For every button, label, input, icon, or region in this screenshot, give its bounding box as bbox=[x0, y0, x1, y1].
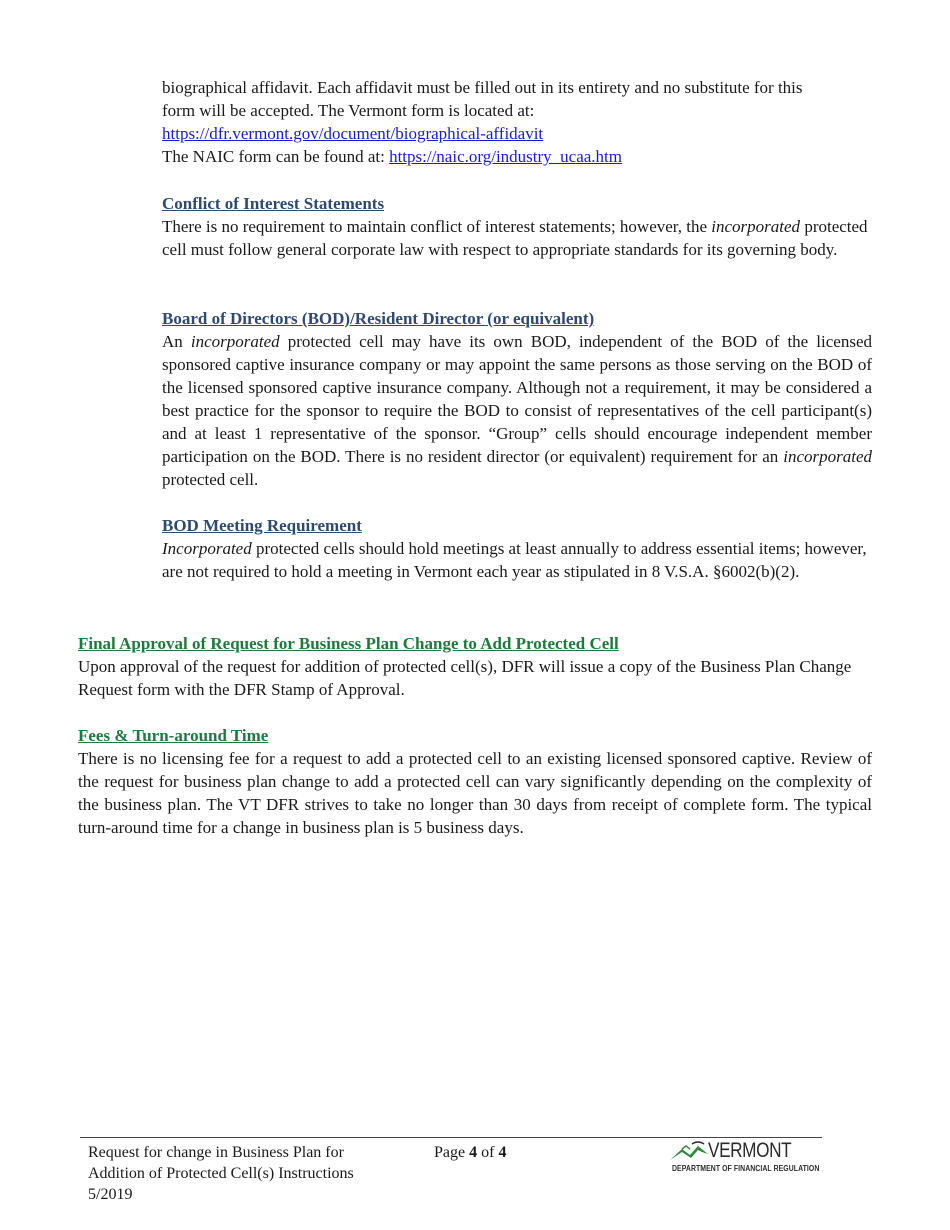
meeting-text bbox=[162, 537, 872, 583]
meeting-heading: BOD Meeting Requirement bbox=[162, 516, 362, 535]
bod-text-c: protected cell. bbox=[162, 470, 259, 489]
logo-department-text: DEPARTMENT OF FINANCIAL REGULATION bbox=[672, 1164, 820, 1173]
footer-doc-line-1: Request for change in Business Plan for bbox=[88, 1144, 344, 1161]
affidavit-line-1: biographical affidavit. Each affidavit must be filled out in its entirety and no substitute for this bbox=[162, 78, 803, 97]
vermont-dfr-logo bbox=[668, 1140, 818, 1176]
affidavit-section bbox=[162, 76, 872, 168]
final-approval-text: Upon approval of the request for addition of protected cell(s), DFR will issue a copy of the Business Plan Change Request form with the DFR Stamp of Approval. bbox=[78, 657, 852, 699]
bod-text-b: protected cell may have its own BOD, independent of the BOD of the licensed sponsored captive insurance company or may appoint the same persons as those serving on the BOD of the licensed sponsored captive insurance company. Although not a requirement, it may be considered a best practice for the sponsor to require the BOD to consist of representatives of the cell participant(s) and at least 1 representative of the sponsor. “Group” cells should encourage independent member participation on the BOD. There is no resident director (or equivalent) requirement for an bbox=[162, 332, 873, 466]
final-approval-section bbox=[78, 632, 872, 701]
naic-form-link[interactable]: https://naic.org/industry_ucaa.htm bbox=[389, 147, 623, 166]
bod-section bbox=[162, 307, 872, 491]
footer-document-info bbox=[88, 1142, 408, 1205]
bod-heading: Board of Directors (BOD)/Resident Director (or equivalent) bbox=[162, 309, 595, 328]
conflict-heading: Conflict of Interest Statements bbox=[162, 194, 385, 213]
conflict-text-em: incorporated bbox=[711, 217, 801, 236]
fees-text: There is no licensing fee for a request to add a protected cell to an existing licensed sponsored captive. Review of the request for business plan change to add a protected cell can vary significantly depending on the complexity of the business plan. The VT DFR strives to take no longer than 30 days from receipt of complete form. The typical turn-around time for a change in business plan is 5 business days. bbox=[78, 749, 872, 837]
bod-text-em1: incorporated bbox=[190, 332, 280, 351]
mountain-logo-icon bbox=[668, 1140, 712, 1164]
conflict-text bbox=[162, 215, 872, 261]
page-current: 4 bbox=[469, 1144, 478, 1161]
affidavit-line-2: form will be accepted. The Vermont form is located at: bbox=[162, 101, 535, 120]
meeting-section bbox=[162, 514, 872, 583]
page-word: Page bbox=[434, 1144, 470, 1161]
page-of: of bbox=[477, 1144, 499, 1161]
fees-section bbox=[78, 724, 872, 839]
bod-text-em2: incorporated bbox=[783, 447, 872, 466]
vermont-affidavit-link[interactable]: https://dfr.vermont.gov/document/biographical-affidavit bbox=[162, 124, 544, 143]
naic-prefix: The NAIC form can be found at: bbox=[162, 147, 390, 166]
final-approval-heading: Final Approval of Request for Business Plan Change to Add Protected Cell bbox=[78, 634, 619, 653]
page-number bbox=[434, 1142, 506, 1163]
footer-doc-line-2: Addition of Protected Cell(s) Instructions bbox=[88, 1165, 354, 1182]
bod-text bbox=[162, 330, 872, 491]
page-total: 4 bbox=[498, 1144, 507, 1161]
footer-doc-date: 5/2019 bbox=[88, 1186, 133, 1203]
meeting-text-em: Incorporated bbox=[162, 539, 252, 558]
naic-line bbox=[162, 145, 872, 168]
conflict-section bbox=[162, 192, 872, 261]
conflict-text-a: There is no requirement to maintain conflict of interest statements; however, the bbox=[162, 217, 712, 236]
bod-text-a: An bbox=[162, 332, 191, 351]
fees-heading: Fees & Turn-around Time bbox=[78, 726, 269, 745]
meeting-text-b: protected cells should hold meetings at least annually to address essential items; however, are not required to hold a meeting in Vermont each year as stipulated in 8 V.S.A. §6002(b)(2). bbox=[162, 539, 867, 581]
logo-vermont-text: VERMONT bbox=[708, 1139, 792, 1162]
footer-divider bbox=[80, 1137, 822, 1138]
conflict-text-b: protected cell must follow general corporate law with respect to appropriate standards for its governing body. bbox=[162, 217, 868, 259]
